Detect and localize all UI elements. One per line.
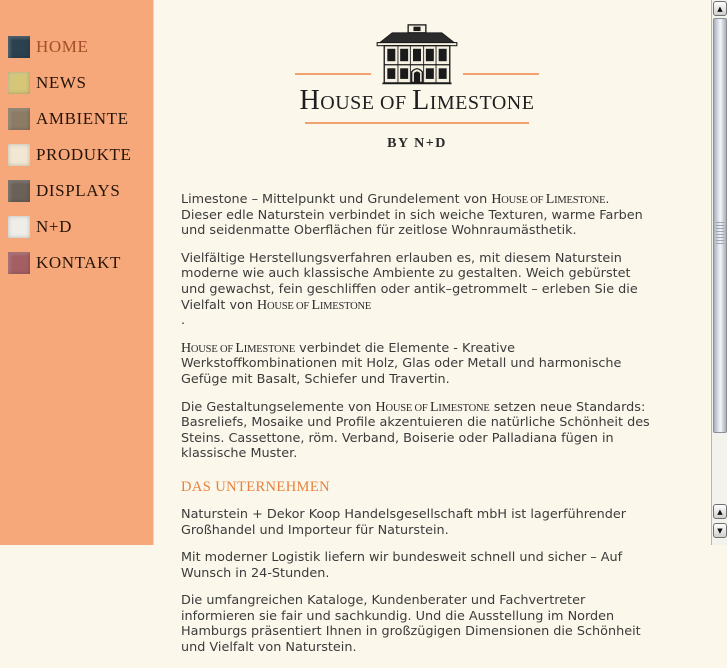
- sidebar-item-label: N+D: [36, 217, 72, 236]
- brand-letter: L: [429, 399, 439, 415]
- brand-letter: H: [181, 340, 191, 356]
- kontakt-stone-swatch-icon: [8, 252, 30, 274]
- logo-left-rule: [295, 73, 371, 75]
- brand-letter: OUSE: [501, 195, 528, 206]
- sidebar-item-produkte[interactable]: [8, 144, 153, 166]
- article-body: [181, 192, 653, 656]
- sidebar-item-label: HOME: [36, 37, 89, 56]
- displays-stone-swatch-icon: [8, 180, 30, 202]
- sidebar-item-news[interactable]: [8, 72, 153, 94]
- brand-letter: IMESTONE: [319, 300, 372, 312]
- logo-header: [295, 24, 539, 86]
- scrollbar-grip-icon: [716, 222, 724, 244]
- sidebar-menu: [0, 36, 153, 274]
- brand-wordmark: [376, 400, 490, 414]
- paragraph: Die umfangreichen Kataloge, Kundenberater und Fachvertreter informieren sie fair und sachkundig. Und die Ausstellung im Norden Hamburgs präsentiert Ihnen in großzügigen Dimensionen die Schönheit und Vielfalt von Naturstein.: [181, 593, 641, 656]
- produkte-stone-swatch-icon: [8, 144, 30, 166]
- brand-letter: L: [545, 192, 555, 207]
- news-stone-swatch-icon: [8, 72, 30, 94]
- brand-letter: L: [311, 297, 320, 313]
- scroll-up-button-bottom[interactable]: [713, 504, 727, 519]
- sidebar-item-ambiente[interactable]: [8, 108, 153, 130]
- ambiente-stone-swatch-icon: [8, 108, 30, 130]
- brand-letter: H: [257, 297, 267, 313]
- brand-letter: L: [235, 340, 244, 356]
- scroll-up-icon: ▲: [717, 4, 723, 13]
- logo-wordmark-letter: OUSE: [320, 92, 375, 114]
- logo-byline: BY N+D: [387, 136, 447, 151]
- brand-letter: OUSE: [266, 300, 294, 312]
- sidebar-item-displays[interactable]: [8, 180, 153, 202]
- sidebar-item-label: NEWS: [36, 73, 87, 92]
- paragraph: Die Gestaltungselemente von HOUSE OF LIMESTONE setzen neue Standards: Basreliefs, Mosaike und Profile akzentuieren die natürliche Schönheit des Steins. Cassettone, röm. Verband, Boiserie oder Palladiana fügen in klassische Muster.: [181, 399, 650, 462]
- sidebar-item-label: PRODUKTE: [36, 145, 132, 164]
- paragraph: HOUSE OF LIMESTONE verbindet die Elemente - Kreative Werkstoffkombinationen mit Holz, Glas oder Metall und harmonische Gefüge mit Basalt, Schiefer und Travertin.: [181, 340, 622, 387]
- home-stone-swatch-icon: [8, 36, 30, 58]
- paragraph: Limestone – Mittelpunkt und Grundelement von HOUSE OF LIMESTONE. Dieser edle Naturstein verbindet in sich weiche Texturen, warme Farben und seidenmatte Oberflächen für zeitlose Wohnraumästhetik.: [181, 192, 643, 239]
- sidebar-item-label: KONTAKT: [36, 253, 121, 272]
- logo-wordmark: [181, 87, 653, 115]
- brand-letter: OF: [293, 300, 312, 312]
- brand-letter: OF: [217, 343, 236, 355]
- brand-wordmark: [491, 192, 605, 206]
- villa-building-icon: [371, 24, 463, 86]
- nd-stone-swatch-icon: [8, 216, 30, 238]
- logo-wordmark-letter: IMESTONE: [429, 92, 535, 114]
- logo-wordmark-letter: L: [412, 85, 430, 116]
- main-content: [181, 0, 653, 668]
- brand-letter: H: [375, 399, 386, 415]
- vertical-scrollbar[interactable]: [711, 0, 727, 545]
- scroll-up-button[interactable]: [713, 1, 727, 16]
- brand-letter: IMESTONE: [438, 402, 490, 414]
- site-logo: [181, 0, 653, 152]
- section-heading: DAS UNTERNEHMEN: [181, 478, 330, 495]
- sidebar-item-home[interactable]: [8, 36, 153, 58]
- brand-letter: H: [491, 192, 502, 207]
- brand-letter: OF: [412, 402, 430, 414]
- sidebar-item-label: AMBIENTE: [36, 109, 129, 128]
- sidebar-nav: [0, 0, 154, 545]
- paragraph: Naturstein + Dekor Koop Handelsgesellschaft mbH ist lagerführender Großhandel und Importeur für Naturstein.: [181, 506, 626, 538]
- sidebar-item-label: DISPLAYS: [36, 181, 121, 200]
- scrollbar-thumb[interactable]: [713, 18, 727, 433]
- brand-letter: OUSE: [190, 343, 218, 355]
- paragraph: Vielfältige Herstellungsverfahren erlauben es, mit diesem Naturstein moderne wie auch klassische Ambiente zu gestalten. Weich gebürstet und gewachst, fein geschliffen oder antik–getrommelt – erleben Sie die Vielfalt von HOUSE OF LIMESTONE .: [181, 250, 638, 329]
- logo-wordmark-letter: H: [299, 85, 321, 116]
- logo-underline-rule: [305, 122, 529, 124]
- scroll-up-icon: ▲: [717, 507, 723, 516]
- brand-wordmark: [257, 298, 371, 312]
- scroll-down-button[interactable]: [713, 523, 727, 538]
- brand-wordmark: [181, 341, 295, 355]
- logo-wordmark-letter: OF: [374, 92, 413, 114]
- brand-letter: IMESTONE: [554, 195, 606, 206]
- sidebar-item-nd[interactable]: [8, 216, 153, 238]
- brand-letter: IMESTONE: [243, 343, 296, 355]
- brand-letter: OF: [527, 195, 546, 206]
- paragraph: Mit moderner Logistik liefern wir bundesweit schnell und sicher – Auf Wunsch in 24-Stunden.: [181, 550, 623, 581]
- scroll-down-icon: ▼: [717, 526, 723, 535]
- brand-letter: OUSE: [385, 402, 413, 414]
- logo-right-rule: [463, 73, 539, 75]
- sidebar-item-kontakt[interactable]: [8, 252, 153, 274]
